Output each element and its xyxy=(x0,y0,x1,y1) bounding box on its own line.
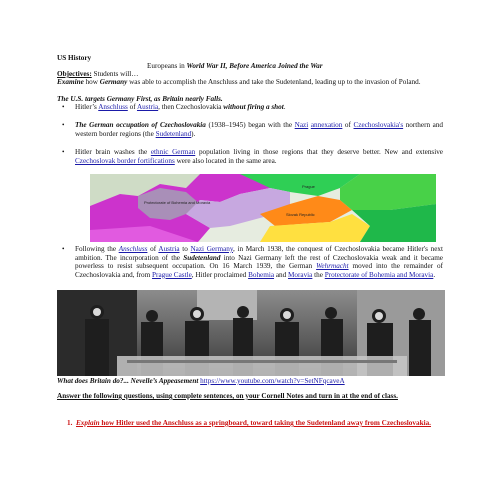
instructions: Answer the following questions, using complete sentences, on your Cornell Notes and turn in at the end of class. xyxy=(57,392,398,400)
map-label-protectorate: Protectorate of Bohemia and Moravia xyxy=(144,200,211,205)
bullet-icon: • xyxy=(62,103,65,111)
link-wehrmacht[interactable]: Wehrmacht xyxy=(316,262,349,271)
map-label-slovak: Slovak Republic xyxy=(286,212,315,217)
link-sudetenland[interactable]: Sudetenland xyxy=(155,129,192,138)
link-bohemia[interactable]: Bohemia xyxy=(248,270,275,279)
link-nazi-germany[interactable]: Nazi Germany xyxy=(190,245,233,253)
bullet-icon: • xyxy=(62,148,65,156)
link-protectorate[interactable]: Protectorate of Bohemia and Moravia xyxy=(324,270,434,279)
bullet-occupation: • The German occupation of Czechoslovakia (1938–1945) began with the Nazi annexation of Czechoslovakia's northern and western border regions (the Sudetenland). xyxy=(62,121,444,138)
link-ethnic-german[interactable]: ethnic German xyxy=(150,148,196,156)
link-austria-2[interactable]: Austria xyxy=(158,245,180,253)
link-czechoslovakia[interactable]: Czechoslovakia's xyxy=(353,121,404,129)
section-heading: The U.S. targets Germany First, as Britain nearly Falls. xyxy=(57,95,223,103)
bullet-icon: • xyxy=(62,245,65,253)
bullet-following-anschluss: • Following the Anschluss of Austria to Nazi Germany, in March 1938, the conquest of Czechoslovakia became Hitler's next ambition. The incorporation of the Sudetenland into Nazi Germany left the rest of Czechoslovakia weak and it became powerless to resist subsequent occupation. On 16 March 1939, the German Wehrmacht moved into the remainder of Czechoslovakia and, from Prague Castle, Hitler proclaimed Bohemia and Moravia the Protectorate of Bohemia and Moravia. xyxy=(62,245,444,279)
objectives-line: Objectives: Students will… xyxy=(57,70,139,78)
link-anschluss-2[interactable]: Anschluss xyxy=(118,245,148,253)
objectives-examine: Examine how Germany was able to accomplish the Anschluss and take the Sudetenland, leading up to the invasion of Poland. xyxy=(57,78,421,86)
historical-photo xyxy=(57,290,445,376)
czechoslovakia-map xyxy=(90,174,436,242)
link-anschluss[interactable]: Anschluss xyxy=(98,103,128,111)
link-border-fortifications[interactable]: Czechoslovak border fortifications xyxy=(75,156,175,165)
bullet-anschluss: • Hitler’s Anschluss of Austria, then Czechoslovakia without firing a shot. xyxy=(62,103,286,111)
question-number: 1. xyxy=(67,419,73,427)
bullet-icon: • xyxy=(62,121,65,129)
link-annexation[interactable]: annexation xyxy=(310,121,343,129)
map-label-prague: Prague xyxy=(302,184,315,189)
link-nazi[interactable]: Nazi xyxy=(294,121,309,129)
map-graphic xyxy=(90,174,436,242)
bullet-ethnic-german: • Hitler brain washes the ethnic German population living in those regions that they deserve better. New and extensive Czechoslovak border fortifications were also located in the same area. xyxy=(62,148,443,165)
question-explain: Explain xyxy=(76,419,100,427)
question-text: how Hitler used the Anschluss as a springboard, toward taking the Sudetenland away from Czechoslovakia. xyxy=(99,419,431,427)
link-prague-castle[interactable]: Prague Castle xyxy=(152,270,192,279)
youtube-link[interactable]: https://www.youtube.com/watch?v=SetNFqcaveA xyxy=(200,377,345,385)
appeasement-question: What does Britain do?... Nevelle’s Appeasement xyxy=(57,377,199,385)
photo-graphic xyxy=(57,290,445,376)
document-subtitle: Europeans in World War II, Before America Joined the War xyxy=(147,62,323,70)
objectives-label: Objectives: xyxy=(57,70,92,78)
question-1 xyxy=(67,419,436,428)
course-label: US History xyxy=(57,54,92,62)
photo-caption xyxy=(57,377,457,386)
link-moravia[interactable]: Moravia xyxy=(288,270,313,279)
link-austria[interactable]: Austria xyxy=(136,103,159,111)
